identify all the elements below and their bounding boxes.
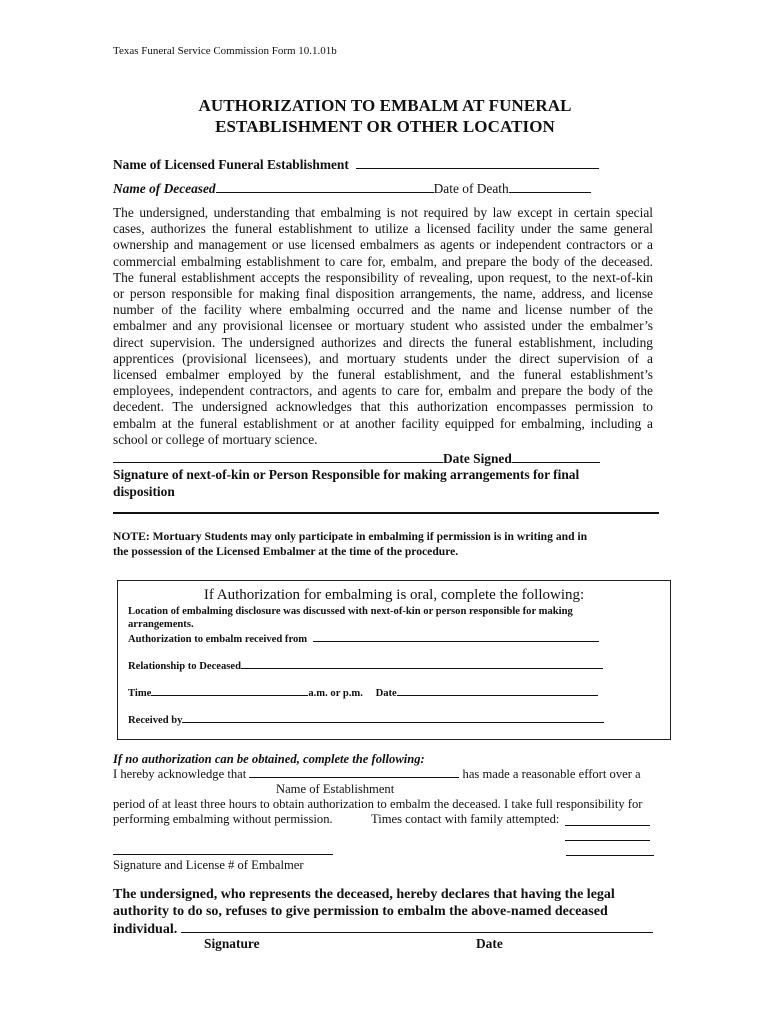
refusal-line-2: authority to do so, refuses to give permission to embalm the above-named deceased	[113, 904, 608, 919]
received-by-input[interactable]	[182, 713, 604, 723]
acknowledge-suffix: has made a reasonable effort over a	[462, 767, 641, 781]
authorization-line: decedent. The undersigned acknowledges that this authorization encompasses permission to	[113, 399, 653, 415]
ampm-label: a.m. or p.m.	[308, 688, 363, 699]
embalmer-signature-label: Signature and License # of Embalmer	[113, 858, 304, 872]
deceased-label: Name of Deceased	[113, 181, 216, 196]
date-signed-label: Date Signed	[443, 451, 512, 466]
date-of-death-label: Date of Death	[433, 181, 509, 196]
authorization-line: employees, independent contractors, and agents to care for, embalm and prepare the body of the	[113, 383, 653, 399]
authorization-line: The undersigned, understanding that embalming is not required by law except in certain special	[113, 205, 653, 220]
authorization-line: direct supervision. The undersigned authorizes and directs the funeral establishment, including	[113, 334, 653, 350]
signature-caption-line-2: disposition	[113, 484, 175, 499]
authorization-line: embalm at the funeral establishment or at another facility equipped for embalming, including a	[113, 415, 653, 431]
received-from-label: Authorization to embalm received from	[128, 634, 308, 645]
authorization-line: school or college of mortuary science.	[113, 431, 318, 447]
refusal-line-1: The undersigned, who represents the deceased, hereby declares that having the legal	[113, 887, 615, 902]
authorization-line: or person responsible for making final disposition arrangements, the name, address, and license	[113, 286, 653, 302]
establishment-field	[113, 156, 599, 173]
section-divider	[113, 512, 659, 514]
relationship-field	[128, 659, 603, 672]
authorization-line: embalmer and any provisional licensee or mortuary student who assisted under the embalmer’s	[113, 318, 653, 334]
time-label: Time	[128, 688, 152, 699]
note-line-1: NOTE: Mortuary Students may only participate in embalming if permission is in writing and in	[113, 530, 588, 543]
authorization-line: commercial embalming establishment to care for, embalm, and prepare the body of the deceased.	[113, 253, 653, 269]
refusal-signature-label: Signature	[204, 936, 260, 951]
authorization-line: cases, authorizes the funeral establishment to utilize a licensed facility under the same general	[113, 221, 653, 237]
form-id: Texas Funeral Service Commission Form 10.1.01b	[113, 45, 337, 57]
acknowledge-prefix: I hereby acknowledge that	[113, 767, 247, 781]
contact-attempt-input-1[interactable]	[565, 825, 650, 826]
location-disclosure-line-1: Location of embalming disclosure was discussed with next-of-kin or person responsible for making	[128, 606, 573, 617]
refusal-line-3-row	[113, 920, 653, 938]
time-date-field	[128, 686, 598, 699]
refusal-line-3: individual.	[113, 922, 178, 937]
received-from-input[interactable]	[313, 632, 599, 642]
no-authorization-heading: If no authorization can be obtained, complete the following:	[113, 752, 425, 766]
performing-line: performing embalming without permission.	[113, 812, 333, 826]
authorization-line: number of the facility where embalming occurred and the name and license number of the	[113, 302, 653, 318]
authorization-line: ownership and management or use licensed embalmers as agents or independent contractors or a	[113, 237, 653, 253]
contact-attempt-input-3[interactable]	[566, 855, 654, 856]
embalmer-signature-input[interactable]	[113, 854, 333, 855]
authorization-line: licensed embalmer employed by the funeral establishment, and the funeral establishment’s	[113, 367, 653, 383]
date-of-death-input[interactable]	[509, 180, 591, 193]
oral-date-input[interactable]	[397, 686, 598, 696]
authorization-line: The funeral establishment accepts the responsibility of revealing, upon request, to the next-of-kin	[113, 269, 653, 285]
authorization-paragraph	[113, 205, 653, 448]
establishment-name-input[interactable]	[249, 767, 459, 778]
received-by-label: Received by	[128, 715, 183, 726]
note-line-2: the possession of the Licensed Embalmer at the time of the procedure.	[113, 545, 459, 558]
establishment-label: Name of Licensed Funeral Establishment	[113, 157, 349, 172]
oral-box-heading: If Authorization for embalming is oral, complete the following:	[203, 587, 585, 603]
date-signed-input[interactable]	[512, 450, 600, 463]
deceased-field	[113, 180, 591, 197]
relationship-label: Relationship to Deceased	[128, 661, 241, 672]
relationship-input[interactable]	[241, 659, 603, 669]
page-title-line-2: ESTABLISHMENT OR OTHER LOCATION	[215, 117, 555, 136]
refusal-date-label: Date	[476, 936, 503, 951]
page-title-line-1: AUTHORIZATION TO EMBALM AT FUNERAL	[198, 96, 572, 115]
next-of-kin-signature-input[interactable]	[113, 450, 443, 463]
signature-row	[113, 450, 600, 467]
location-disclosure-line-2: arrangements.	[128, 619, 194, 630]
time-input[interactable]	[151, 686, 308, 696]
signature-caption-line-1: Signature of next-of-kin or Person Responsible for making arrangements for final	[113, 467, 580, 482]
date-label: Date	[375, 688, 397, 699]
received-from-field	[128, 632, 599, 645]
times-contact-label: Times contact with family attempted:	[371, 812, 560, 826]
contact-attempt-input-2[interactable]	[565, 840, 650, 841]
authorization-line: apprentices (provisional licensees), and mortuary students under the direct supervision of a	[113, 350, 653, 366]
oral-authorization-box	[117, 580, 671, 740]
deceased-name-input[interactable]	[216, 180, 434, 193]
period-line: period of at least three hours to obtain authorization to embalm the deceased. I take full responsibility for	[113, 797, 643, 811]
received-by-field	[128, 713, 604, 726]
establishment-input[interactable]	[356, 156, 599, 169]
refusal-signature-input[interactable]	[181, 920, 653, 933]
acknowledge-row	[113, 767, 641, 782]
name-of-establishment-caption: Name of Establishment	[276, 782, 395, 796]
